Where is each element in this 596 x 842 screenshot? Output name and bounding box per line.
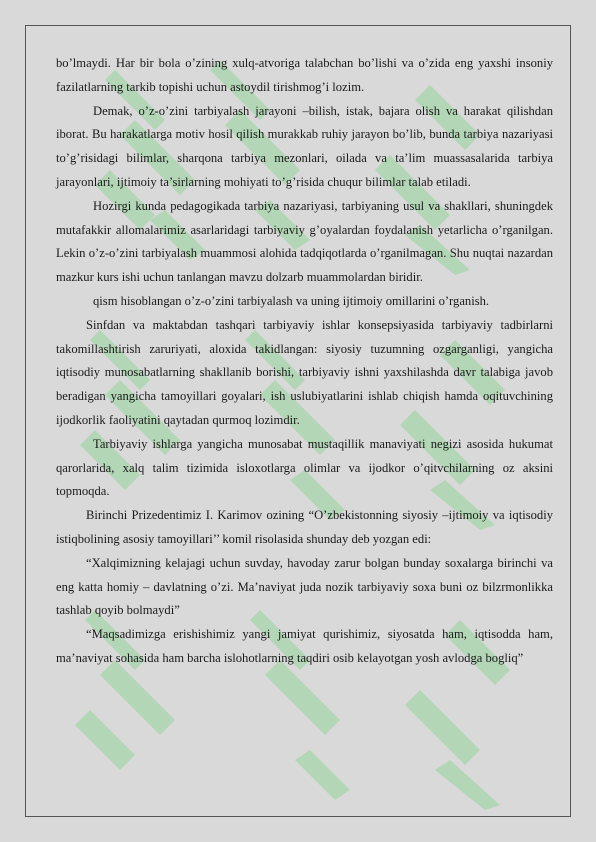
paragraph: “Maqsadimizga erishishimiz yangi jamiyat qurishimiz, siyosatda ham, iqtisodda ham, ma’naviyat sohasida ham barcha islohotlarning taqdiri osib kelayotgan yosh avlodga bogliq” xyxy=(56,627,553,665)
document-body xyxy=(56,52,553,671)
paragraph: Demak, o’z-o’zini tarbiyalash jarayoni –bilish, istak, bajara olish va harakat qilishdan iborat. Bu harakatlarga motiv hosil qilish murakkab ruhiy jarayon bo’lib, bunda tarbiya nazariyasi to’g’risidagi bilimlar, sharqona tarbiya mezonlari, oilada va ta’lim muassasalarida tarbiya jarayonlari, ijtimoiy ta’sirlarning mohiyati to’g’risida chuqur bilimlar talab etiladi. xyxy=(56,103,553,189)
paragraph: Birinchi Prizedentimiz I. Karimov ozining “O’zbekistonning siyosiy –ijtimoiy va iqtisodiy istiqbolining asosiy tamoyillari’’ komil risolasida shunday deb yozgan edi: xyxy=(56,508,553,546)
paragraph: Sinfdan va maktabdan tashqari tarbiyaviy ishlar konsepsiyasida tarbiyaviy tadbirlarni takomillashtirish zaruriyati, aloxida takidlangan: siyosiy tuzumning ozgarganligi, yangicha iqtisodiy munosabatlarning shakllanib borishi, tarbiyaviy ishni yaxshilashda davr talabiga javob beradigan yangicha tamoyillari goyalari, ish uslubiyatlarini ishlab chiqish hamda oqituvchining ijodkorlik faoliyatini qaytadan qurmoq lozimdir. xyxy=(56,317,553,427)
paragraph: bo’lmaydi. Har bir bola o’zining xulq-atvoriga talabchan bo’lishi va o’zida eng yaxshi insoniy fazilatlarning tarkib topishi uchun astoydil tirishmog’i lozim. xyxy=(56,56,553,94)
paragraph: Hozirgi kunda pedagogikada tarbiya nazariyasi, tarbiyaning usul va shakllari, shuningdek mutafakkir allomalarimiz asarlaridagi tarbiyaviy g’oyalardan foydalanish yetarlicha o’rganilgan. Lekin o’z-o’zini tarbiyalash muammosi alohida tadqiqotlarda o’rganilmagan. Shu nuqtai nazardan mazkur kurs ishi uchun tanlangan mavzu dolzarb muammolardan biridir. xyxy=(56,198,553,285)
paragraph: “Xalqimizning kelajagi uchun suvday, havoday zarur bolgan bunday soxalarga birinchi va eng katta homiy – davlatning o’zi. Ma’naviyat juda nozik tarbiyaviy soxa buni oz bilzrmonlikka tashlab qoyib bolmaydi” xyxy=(56,555,553,618)
paragraph: qism hisoblangan o’z-o’zini tarbiyalash va uning ijtimoiy omillarini o’rganish. xyxy=(93,293,490,308)
paragraph: Tarbiyaviy ishlarga yangicha munosabat mustaqillik manaviyati negizi asosida hukumat qarorlarida, xalq talim tizimida isloxotlarga olimlar va ijodkor o’qitvchilarning oz aksini topmoqda. xyxy=(56,436,553,499)
